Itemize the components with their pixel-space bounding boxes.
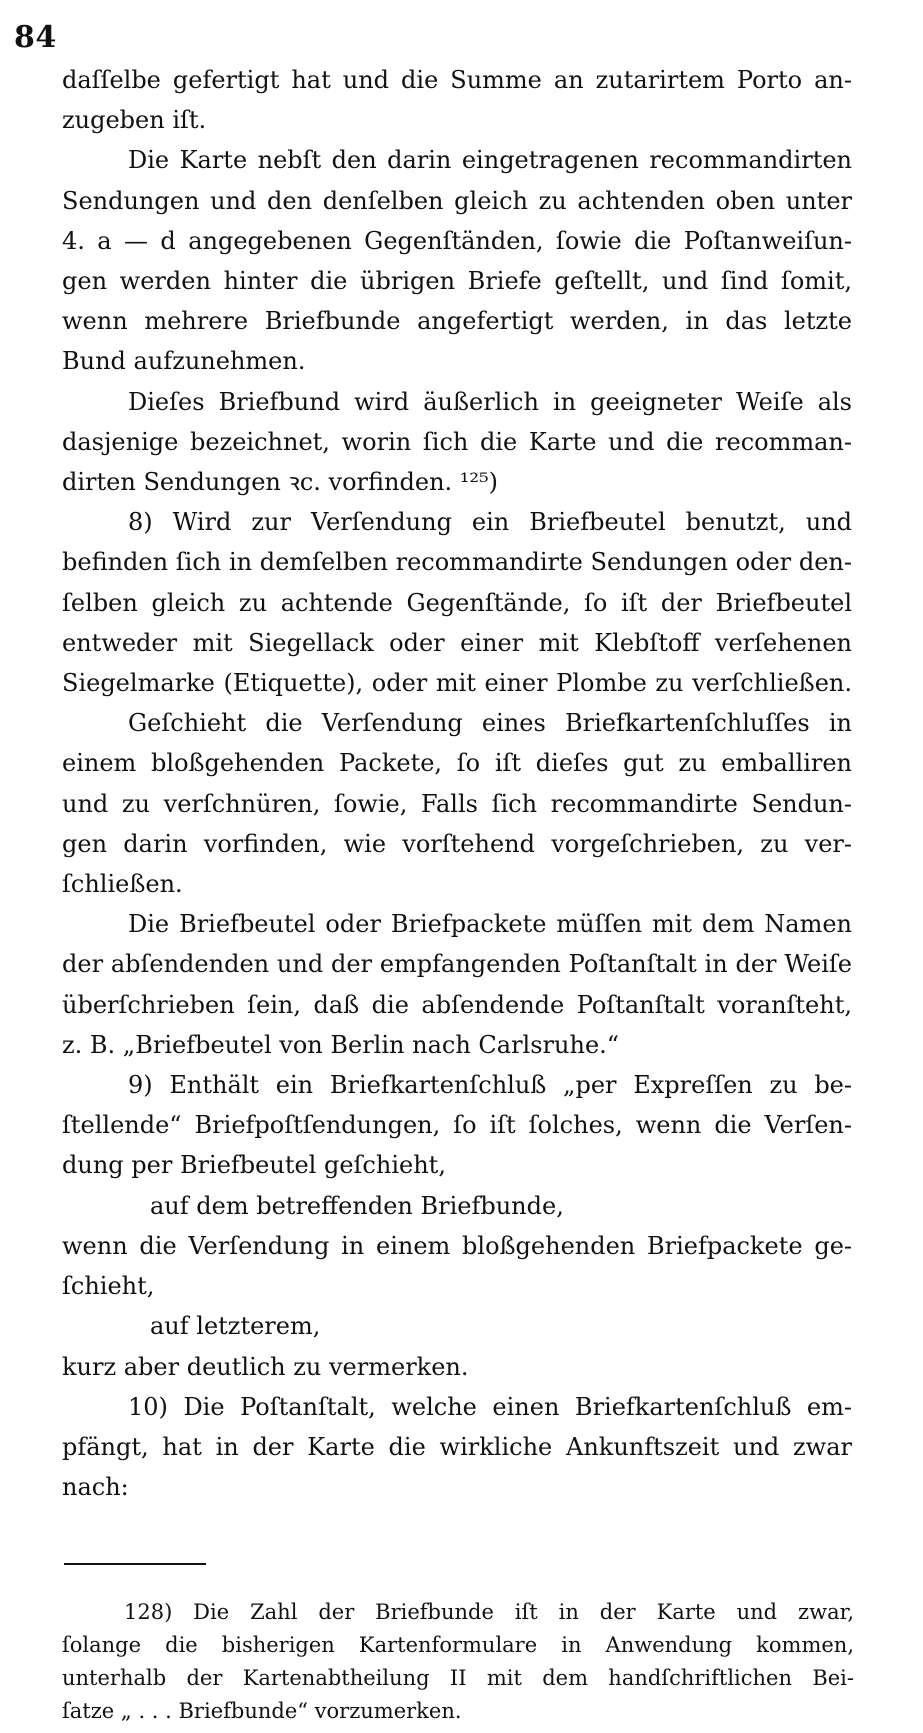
text-line: befinden ſich in demſelben recommandirte Sendungen oder den- [62,548,852,577]
text-line: auf dem betreffenden Briefbunde, [150,1191,564,1220]
page-number: 84 [14,20,57,55]
text-line: dung per Briefbeutel geſchieht, [62,1151,446,1180]
text-line: Siegelmarke (Etiquette), oder mit einer Plombe zu verſchließen. [62,669,852,698]
text-line: gen werden hinter die übrigen Briefe geſtellt, und ſind ſomit, [62,267,852,296]
text-line: gen darin vorfinden, wie vorſtehend vorgeſchrieben, zu ver- [62,829,852,858]
footnote-divider [64,1563,206,1565]
text-line: wenn die Verſendung in einem bloßgehenden Briefpackete ge- [62,1231,852,1260]
text-line: einem bloßgehenden Packete, ſo iſt dieſes gut zu emballiren [62,749,852,778]
text-line: Sendungen und den denſelben gleich zu achtenden oben unter [62,186,852,215]
text-line: ſtellende“ Briefpoſtſendungen, ſo iſt ſolches, wenn die Verſen- [62,1111,852,1140]
text-line: und zu verſchnüren, ſowie, Falls ſich recommandirte Sendun- [62,789,852,818]
text-line: zugeben iſt. [62,106,207,135]
text-line: 9) Enthält ein Briefkartenſchluß „per Expreſſen zu be- [128,1071,852,1100]
text-line: entweder mit Siegellack oder einer mit Klebſtoff verſehenen [62,628,852,657]
text-line: ſelben gleich zu achtende Gegenſtände, ſo iſt der Briefbeutel [62,588,852,617]
text-line: dasjenige bezeichnet, worin ſich die Karte und die recomman- [62,427,852,456]
text-line: Die Briefbeutel oder Briefpackete müſſen mit dem Namen [128,910,852,939]
text-line: dirten Sendungen ꝛc. vorfinden. ¹²⁵) [62,468,499,497]
text-line: Geſchieht die Verſendung eines Briefkartenſchluſſes in [128,709,852,738]
body-text [62,60,852,1507]
text-line: wenn mehrere Briefbunde angefertigt werden, in das letzte [62,307,852,336]
text-line: 4. a — d angegebenen Gegenſtänden, ſowie die Poſtanweiſun- [62,226,852,255]
text-line: 8) Wird zur Verſendung ein Briefbeutel benutzt, und [128,508,852,537]
text-line: daſſelbe gefertigt hat und die Summe an zutarirtem Porto an- [62,66,852,94]
footnote [62,1596,854,1728]
text-line: kurz aber deutlich zu vermerken. [62,1352,469,1381]
text-line: ſchieht, [62,1272,155,1301]
text-line: Dieſes Briefbund wird äußerlich in geeigneter Weiſe als [128,387,852,416]
text-line: auf letzterem, [150,1312,321,1341]
text-line: z. B. „Briefbeutel von Berlin nach Carlsruhe.“ [62,1030,620,1059]
text-line: Die Karte nebſt den darin eingetragenen recommandirten [128,146,852,175]
footnote-line: ſatze „ . . . Briefbunde“ vorzumerken. [62,1699,462,1723]
footnote-line: unterhalb der Kartenabtheilung II mit dem handſchriftlichen Bei- [62,1666,854,1690]
text-line: Bund aufzunehmen. [62,347,306,376]
text-line: nach: [62,1473,129,1502]
footnote-line: ſolange die bisherigen Kartenformulare in Anwendung kommen, [62,1633,854,1657]
text-line: 10) Die Poſtanſtalt, welche einen Briefkartenſchluß em- [128,1392,852,1421]
text-line: der abſendenden und der empfangenden Poſtanſtalt in der Weiſe [62,950,852,979]
text-line: ſchließen. [62,870,183,899]
text-line: überſchrieben ſein, daß die abſendende Poſtanſtalt voranſteht, [62,990,852,1019]
text-line: pfängt, hat in der Karte die wirkliche Ankunftszeit und zwar [62,1432,852,1461]
footnote-line: 128) Die Zahl der Briefbunde iſt in der Karte und zwar, [124,1600,854,1624]
